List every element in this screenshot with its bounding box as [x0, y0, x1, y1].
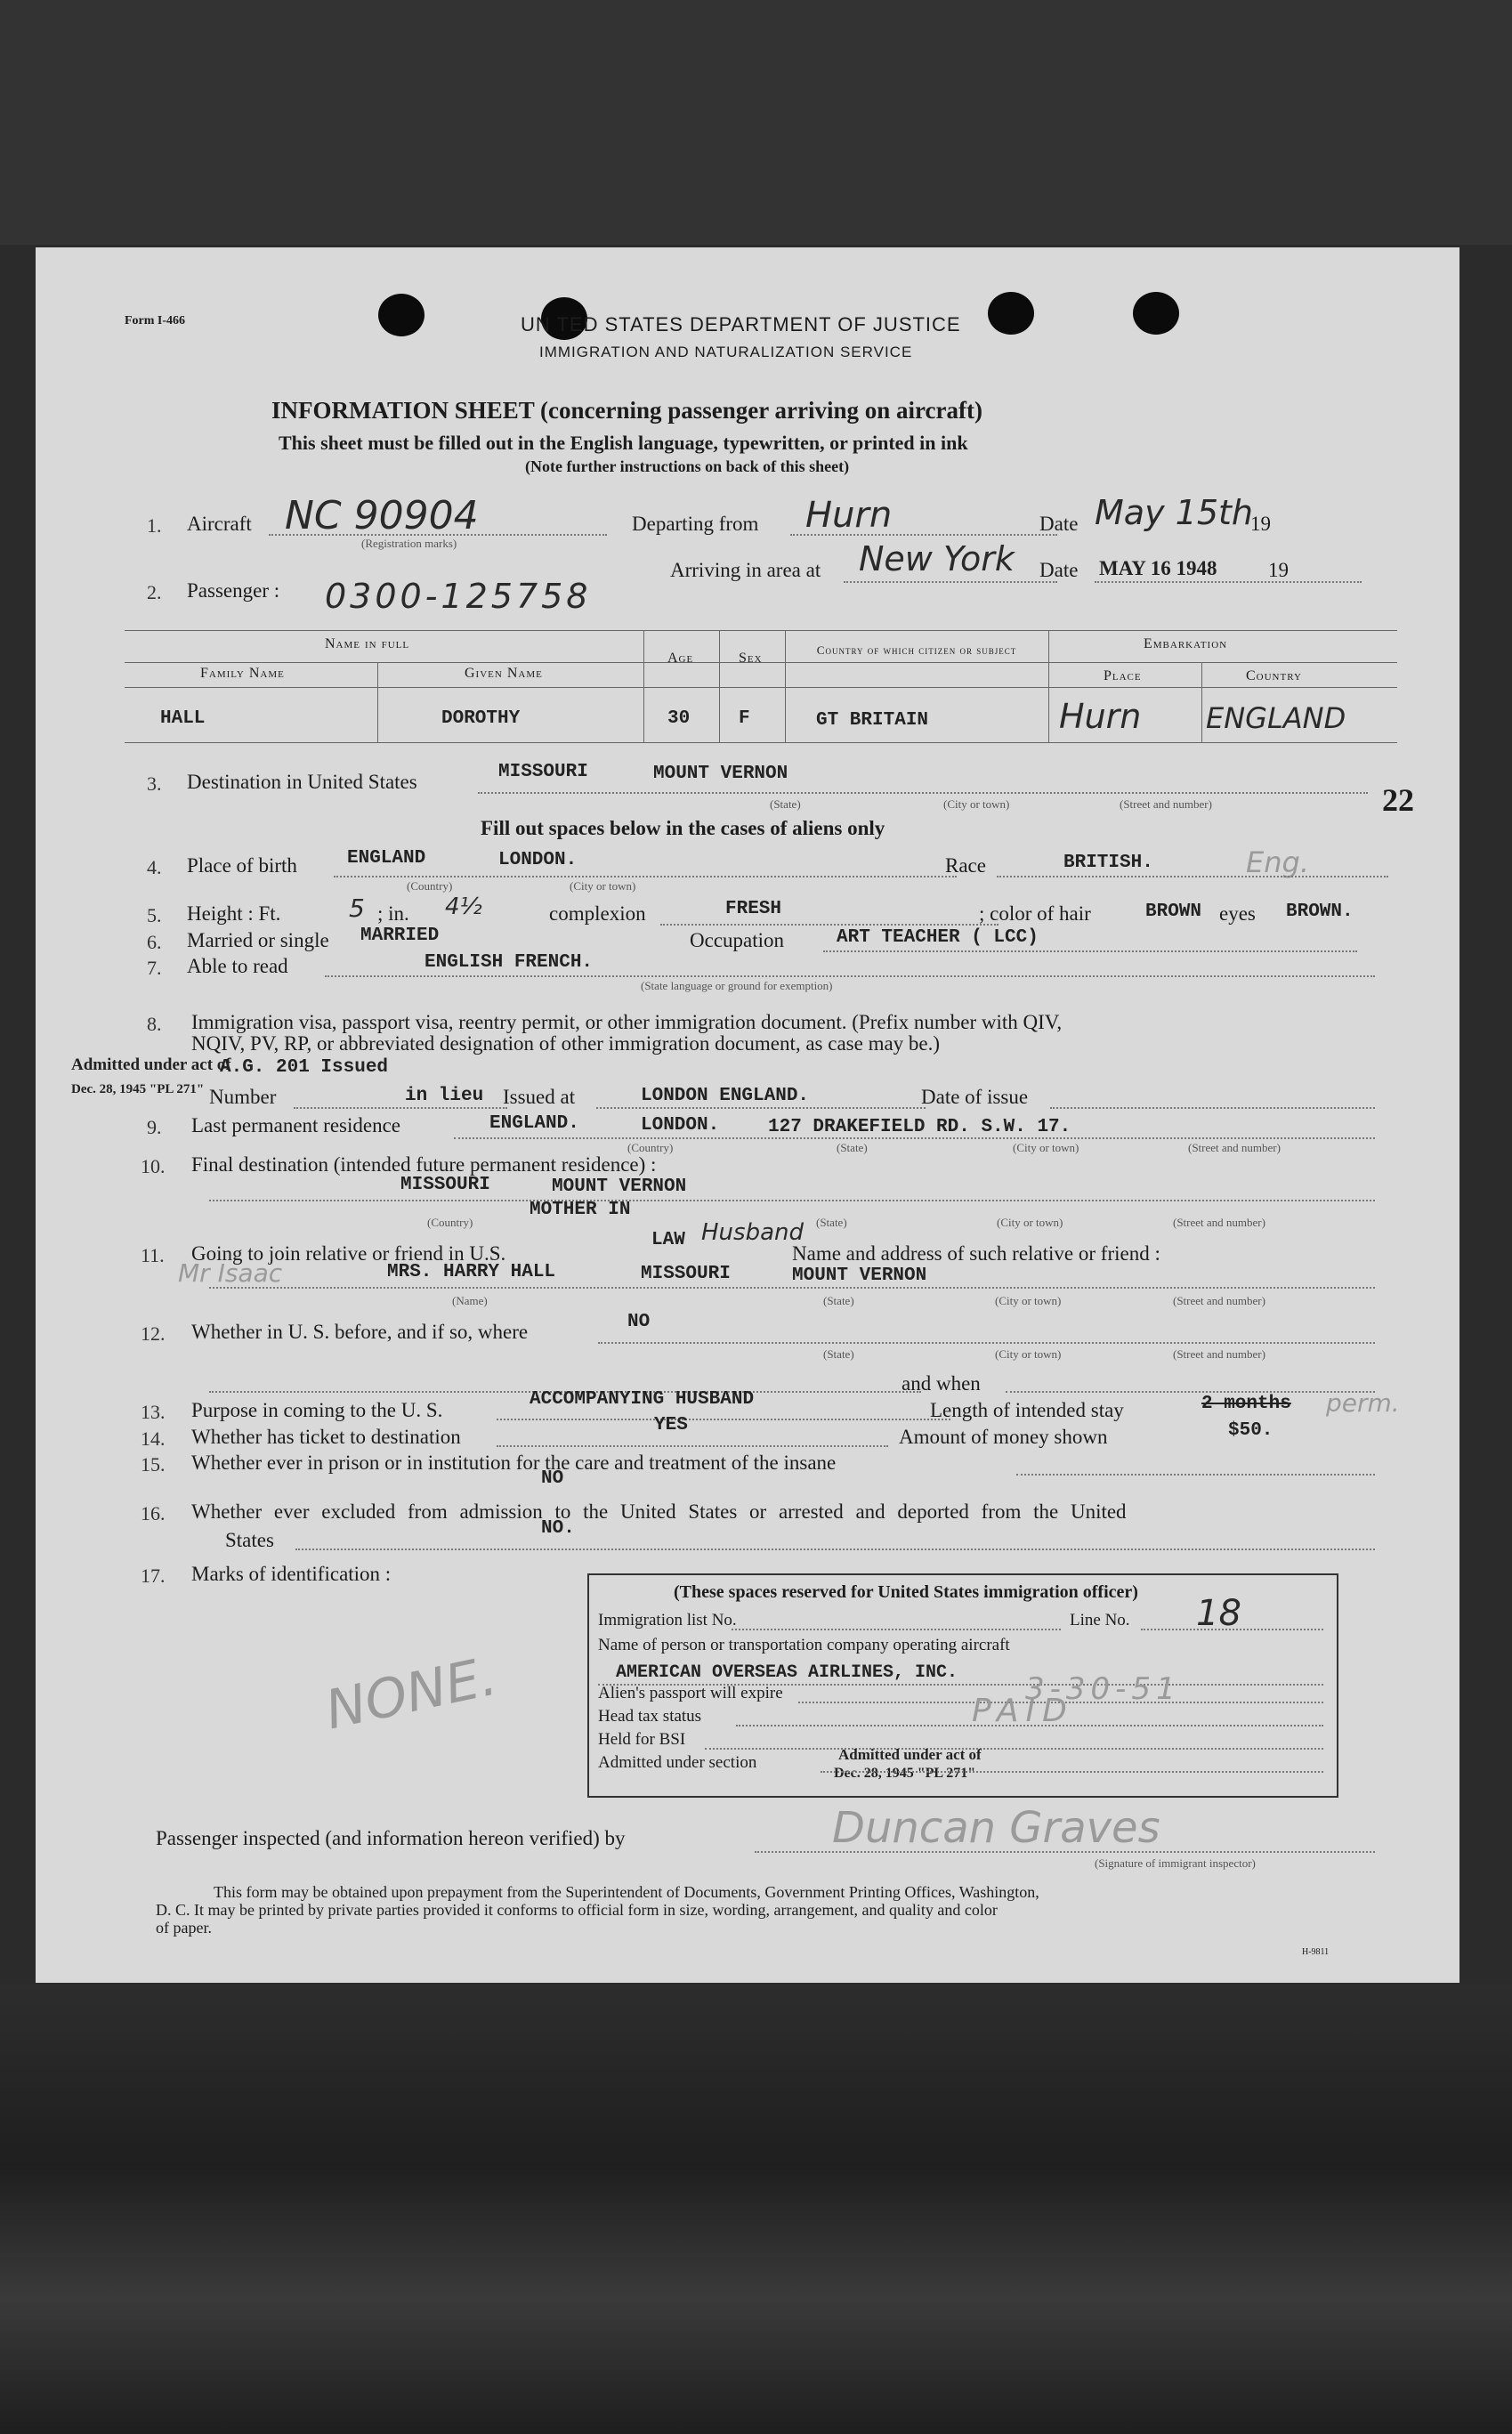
when-label: and when — [902, 1372, 981, 1395]
officer-box-title: (These spaces reserved for United States immigration officer) — [674, 1582, 1138, 1602]
family-name-value: HALL — [160, 708, 206, 729]
item-number: 11. — [141, 1244, 165, 1266]
residence-city: LONDON. — [641, 1115, 720, 1136]
relative-label: Going to join relative or friend in U.S. — [191, 1242, 506, 1265]
year-prefix: 19 — [1268, 559, 1289, 581]
sub-label: (State) — [837, 1141, 868, 1154]
purpose-value: ACCOMPANYING HUSBAND — [530, 1389, 755, 1410]
sub-label: (State) — [823, 1347, 854, 1361]
line-number-label: Line No. — [1070, 1611, 1130, 1629]
passenger-number: 0300-125758 — [325, 577, 592, 616]
marks-label: Marks of identification : — [191, 1563, 392, 1585]
document-number: in lieu — [405, 1086, 484, 1106]
birth-city: LONDON. — [498, 850, 578, 870]
relation-annotation: Husband — [701, 1219, 804, 1246]
admitted-section-label: Admitted under section — [598, 1753, 757, 1772]
race-value: BRITISH. — [1063, 853, 1153, 873]
page-title: INFORMATION SHEET (concerning passenger arriving on aircraft) — [271, 397, 982, 424]
aircraft-sub: (Registration marks) — [361, 537, 457, 550]
residence-street: 127 DRAKEFIELD RD. S.W. 17. — [768, 1117, 1071, 1137]
admitted-stamp: Admitted under act of — [71, 1055, 231, 1074]
age-header: Age — [667, 651, 694, 666]
operator-label: Name of person or transportation company operating aircraft — [598, 1636, 1010, 1654]
purpose-label: Purpose in coming to the U. S. — [191, 1399, 443, 1421]
departure-date: May 15th — [1095, 493, 1253, 532]
sub-label: (Street and number) — [1188, 1141, 1281, 1154]
country-header: Country — [1246, 668, 1302, 683]
inspection-label: Passenger inspected (and information hereon verified) by — [156, 1827, 626, 1849]
sub-label: (State) — [816, 1216, 847, 1229]
bsi-label: Held for BSI — [598, 1730, 686, 1749]
excluded-label: States — [225, 1529, 274, 1551]
sub-label: (State) — [770, 797, 801, 811]
item-number: 7. — [147, 957, 162, 979]
admitted-stamp-date: Dec. 28, 1945 "PL 271" — [71, 1082, 205, 1096]
embarkation-header: Embarkation — [1144, 636, 1228, 651]
item-number: 9. — [147, 1116, 162, 1138]
sub-label: (Country) — [407, 879, 453, 893]
citizenship-value: GT BRITAIN — [816, 710, 929, 731]
relation-value: LAW — [651, 1230, 685, 1250]
final-destination-label: Final destination (intended future permanent residence) : — [191, 1153, 657, 1176]
occupation-label: Occupation — [690, 929, 785, 951]
date-label: Date — [1039, 513, 1079, 535]
inspector-signature: Duncan Graves — [832, 1803, 1160, 1853]
sub-label: (State language or ground for exemption) — [641, 979, 833, 992]
item-number: 12. — [141, 1322, 166, 1345]
sub-label: (City or town) — [1013, 1141, 1079, 1154]
residence-country: ENGLAND. — [489, 1113, 579, 1134]
number-label: Number — [209, 1086, 277, 1108]
residence-label: Last permanent residence — [191, 1114, 400, 1136]
sub-label: (Country) — [427, 1216, 473, 1229]
aircraft-label: Aircraft — [187, 513, 252, 535]
place-header: Place — [1104, 668, 1142, 683]
occupation-value: ART TEACHER ( LCC) — [837, 927, 1039, 948]
item-number: 10. — [141, 1155, 166, 1177]
sub-label: (City or town) — [995, 1294, 1062, 1307]
destination-label: Destination in United States — [187, 771, 417, 793]
race-annotation: Eng. — [1246, 845, 1309, 879]
sub-label: (Street and number) — [1173, 1294, 1265, 1307]
list-number-label: Immigration list No. — [598, 1611, 737, 1629]
birth-country: ENGLAND — [347, 848, 426, 869]
stay-annotation: perm. — [1326, 1388, 1400, 1418]
sex-header: Sex — [739, 651, 763, 666]
passport-expiry-value: 3-30-51 — [1025, 1671, 1181, 1707]
embarkation-place: Hurn — [1059, 697, 1142, 736]
head-tax-value: PAID — [972, 1693, 1074, 1729]
issue-date-label: Date of issue — [921, 1086, 1029, 1108]
aliens-note: Fill out spaces below in the cases of aliens only — [481, 817, 885, 839]
relative-name: MRS. HARRY HALL — [387, 1262, 556, 1282]
relative-state: MISSOURI — [641, 1264, 731, 1284]
sub-label: (Street and number) — [1173, 1347, 1265, 1361]
stay-label: Length of intended stay — [930, 1399, 1124, 1421]
service-title: IMMIGRATION AND NATURALIZATION SERVICE — [539, 344, 913, 360]
admitted-stamp: Admitted under act of — [838, 1746, 982, 1763]
name-header: Name in full — [325, 636, 410, 651]
previous-visit-label: Whether in U. S. before, and if so, where — [191, 1321, 529, 1343]
citizenship-header: Country of which citizen or subject — [816, 643, 1017, 657]
instruction-note: (Note further instructions on back of this sheet) — [525, 457, 850, 475]
height-feet: 5 — [349, 894, 365, 923]
arrival-date-label: Date — [1039, 559, 1079, 581]
sub-label: (Signature of immigrant inspector) — [1095, 1856, 1256, 1870]
item-number: 4. — [147, 856, 162, 878]
form-sheet — [36, 247, 1459, 1983]
item-number: 5. — [147, 904, 162, 926]
arrival-date-stamp: MAY 16 1948 — [1099, 557, 1217, 579]
line-number-value: 18 — [1196, 1593, 1241, 1634]
passenger-label: Passenger : — [187, 579, 280, 602]
stay-value: 2 months — [1201, 1394, 1291, 1414]
inches-label: ; in. — [377, 902, 409, 925]
aircraft-value: NC 90904 — [285, 493, 479, 538]
officer-box — [587, 1573, 1338, 1798]
sub-label: (Country) — [627, 1141, 674, 1154]
sub-label: (Street and number) — [1173, 1216, 1265, 1229]
previous-visit-value: NO — [627, 1312, 651, 1332]
birthplace-label: Place of birth — [187, 854, 297, 877]
sub-label: (City or town) — [995, 1347, 1062, 1361]
prison-value: NO — [541, 1468, 564, 1489]
footer-text: This form may be obtained upon prepayment from the Superintendent of Documents, Government Printing Offices, Washington, — [214, 1883, 1039, 1901]
eyes-label: eyes — [1219, 902, 1256, 925]
issued-label: Issued at — [503, 1086, 576, 1108]
sub-label: (Name) — [452, 1294, 488, 1307]
item-number: 17. — [141, 1565, 166, 1587]
document-instruction: Immigration visa, passport visa, reentry permit, or other immigration document. (Prefix number with QIV, — [191, 1011, 1063, 1033]
item-number: 13. — [141, 1401, 166, 1423]
relative-name-label: Name and address of such relative or friend : — [792, 1242, 1160, 1265]
destination-state: MISSOURI — [498, 762, 588, 782]
hair-value: BROWN — [1145, 902, 1202, 922]
age-value: 30 — [667, 708, 691, 729]
marks-value: NONE. — [319, 1645, 503, 1743]
instruction-line: This sheet must be filled out in the English language, typewritten, or printed in ink — [279, 432, 968, 454]
item-number: 6. — [147, 931, 162, 953]
sub-label: (Street and number) — [1120, 797, 1212, 811]
final-destination-state: MISSOURI — [400, 1175, 490, 1195]
given-name-header: Given Name — [465, 666, 543, 681]
item-number: 16. — [141, 1502, 166, 1524]
sub-label: (City or town) — [943, 797, 1010, 811]
money-label: Amount of money shown — [899, 1426, 1108, 1448]
footer-text: D. C. It may be printed by private parties provided it conforms to official form in size, wording, arrangement, and quality and color — [156, 1901, 998, 1919]
departing-value: Hurn — [805, 495, 893, 536]
destination-city: MOUNT VERNON — [653, 764, 788, 784]
excluded-value: NO. — [541, 1518, 575, 1539]
scan-background-bottom — [0, 1985, 1512, 2434]
arriving-value: New York — [859, 539, 1015, 578]
arriving-label: Arriving in area at — [670, 559, 821, 581]
item-number: 15. — [141, 1453, 166, 1476]
complexion-label: complexion — [549, 902, 646, 925]
sex-value: F — [739, 708, 750, 729]
hair-label: ; color of hair — [979, 902, 1091, 925]
eyes-value: BROWN. — [1286, 902, 1354, 922]
document-instruction: NQIV, PV, RP, or abbreviated designation of other immigration document, as case may be.) — [191, 1032, 941, 1055]
department-title: UN TED STATES DEPARTMENT OF JUSTICE — [521, 313, 961, 336]
item-number: 8. — [147, 1013, 162, 1035]
document-reference: A.G. 201 Issued — [220, 1057, 389, 1078]
admitted-stamp-date: Dec. 28, 1945 "PL 271" — [834, 1766, 976, 1781]
head-tax-label: Head tax status — [598, 1707, 702, 1726]
relative-annotation: Mr Isaac — [178, 1258, 283, 1288]
height-inches: 4½ — [445, 894, 482, 920]
family-name-header: Family Name — [200, 666, 285, 681]
marital-label: Married or single — [187, 929, 329, 951]
punch-hole — [988, 292, 1034, 335]
sub-label: (City or town) — [570, 879, 636, 893]
complexion-value: FRESH — [725, 899, 782, 919]
final-destination-city: MOUNT VERNON — [552, 1177, 687, 1197]
punch-hole — [1133, 292, 1179, 335]
item-number: 2. — [147, 581, 162, 603]
item-number: 1. — [147, 514, 162, 537]
literacy-value: ENGLISH FRENCH. — [424, 952, 594, 973]
height-label: Height : Ft. — [187, 902, 281, 925]
marital-value: MARRIED — [360, 926, 440, 946]
race-label: Race — [945, 854, 986, 877]
issued-value: LONDON ENGLAND. — [641, 1086, 810, 1106]
departing-label: Departing from — [632, 513, 759, 535]
sub-label: (State) — [823, 1294, 854, 1307]
excluded-label: Whether ever excluded from admission to the United States or arrested and deported from the United — [191, 1500, 1127, 1523]
form-number: Form I-466 — [125, 314, 186, 327]
item-number: 3. — [147, 772, 162, 795]
ticket-value: YES — [654, 1415, 688, 1435]
embarkation-country: ENGLAND — [1206, 701, 1346, 735]
year-prefix: 19 — [1250, 513, 1271, 535]
ticket-label: Whether has ticket to destination — [191, 1426, 461, 1448]
punch-hole — [378, 294, 424, 336]
prison-label: Whether ever in prison or in institution for the care and treatment of the insane — [191, 1452, 837, 1474]
item-number: 14. — [141, 1427, 166, 1450]
passport-expiry-label: Alien's passport will expire — [598, 1684, 783, 1702]
relative-city: MOUNT VERNON — [792, 1266, 927, 1286]
scan-background-top — [0, 0, 1512, 245]
margin-number: 22 — [1382, 782, 1414, 818]
literacy-label: Able to read — [187, 955, 288, 977]
operator-value: AMERICAN OVERSEAS AIRLINES, INC. — [616, 1662, 958, 1683]
sub-label: (City or town) — [997, 1216, 1063, 1229]
footer-code: H-9811 — [1302, 1947, 1330, 1957]
relation-value: MOTHER IN — [530, 1200, 631, 1220]
given-name-value: DOROTHY — [441, 708, 521, 729]
money-value: $50. — [1228, 1420, 1273, 1441]
footer-text: of paper. — [156, 1919, 212, 1937]
